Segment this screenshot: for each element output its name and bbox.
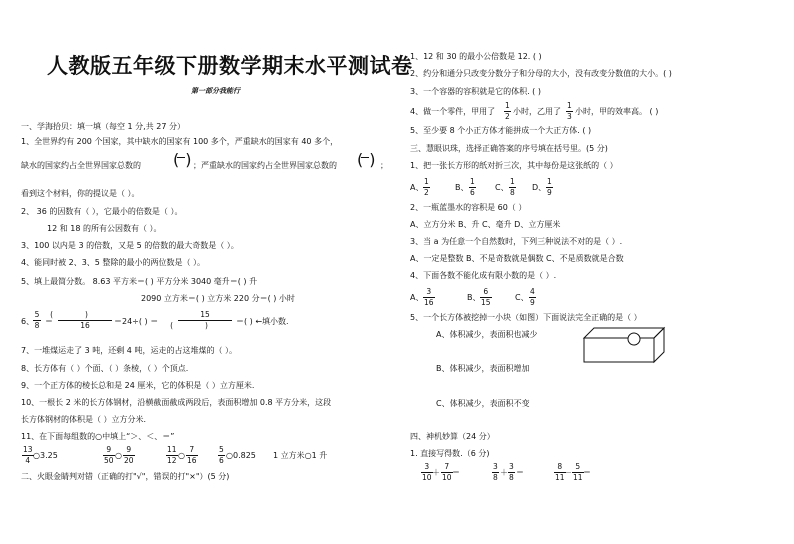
- choice-3-options: A、一定是整数 B、不是奇数就是偶数 C、不是质数就是合数: [410, 254, 624, 263]
- tf-1: 1、12 和 30 的最小公倍数是 12. ( ): [410, 52, 542, 61]
- question-10-line-b: 长方体钢材的体积是（ ）立方分米.: [21, 415, 147, 424]
- page-subtitle: 第一部分我能行: [191, 87, 240, 95]
- choice-4-opt-a: A、: [410, 293, 424, 302]
- calc-eq-3: ＝: [583, 468, 591, 477]
- choice-4-frac-c: 4 9: [530, 287, 535, 307]
- choice-2: 2、一瓶蓝墨水的容积是 60（ ）: [410, 203, 527, 212]
- calc-1-heading: 1. 直接写得数.（6 分): [410, 449, 490, 458]
- page-title: 人教版五年级下册数学期末水平测试卷: [47, 53, 413, 78]
- q11-fraction-3: 9 20: [124, 445, 134, 465]
- question-5-line-b: 2090 立方米＝( ) 立方米 220 分＝( ) 小时: [141, 294, 295, 303]
- calc-frac-6: 5 11: [573, 462, 583, 482]
- choice-1-frac-a: 1 2: [424, 177, 429, 197]
- calc-frac-3: 3 8: [493, 462, 498, 482]
- choice-1-opt-c: C、: [495, 183, 509, 192]
- question-6-label: 6、: [21, 317, 35, 326]
- choice-4-opt-b: B、: [467, 293, 481, 302]
- question-4: 4、能同时被 2、3、5 整除的最小的两位数是（ ）。: [21, 258, 205, 267]
- q11-item-2: ○: [115, 451, 122, 460]
- q6-fraction-2-den: 16: [80, 320, 90, 330]
- choice-1-frac-c: 1 8: [510, 177, 515, 197]
- q11-item-4: ○0.825: [226, 451, 256, 460]
- calc-op-1: ＋: [432, 468, 440, 477]
- choice-2-options: A、立方分米 B、升 C、毫升 D、立方厘米: [410, 220, 561, 229]
- section-2-heading: 二、火眼金睛判对错（正确的打"√"，错误的打"×"）(5 分): [21, 472, 230, 481]
- calc-frac-1: 3 10: [422, 462, 432, 482]
- question-7: 7、一堆煤运走了 3 吨，还剩 4 吨，运走的占这堆煤的（ ）。: [21, 346, 237, 355]
- q6-fraction-3: 15 (): [170, 310, 240, 330]
- calc-eq-2: ＝: [516, 468, 524, 477]
- choice-5-opt-c: C、体积减少，表面积不变: [436, 399, 530, 408]
- choice-4: 4、下面各数不能化成有限小数的是（ ）.: [410, 271, 557, 280]
- question-5-line-a: 5、填上最简分数。 8.63 平方米＝( ) 平方分米 3040 毫升＝( ) 升: [21, 277, 258, 286]
- choice-1-opt-a: A、: [410, 183, 424, 192]
- q11-fraction-6: 5 6: [219, 445, 224, 465]
- tf-3: 3、一个容器的容积就是它的体积. ( ): [410, 87, 541, 96]
- question-2-line-b: 12 和 18 的所有公因数有（ ）。: [47, 224, 162, 233]
- question-8: 8、长方体有（ ）个面、（ ）条棱，（ ）个顶点.: [21, 364, 189, 373]
- choice-3: 3、当 a 为任意一个自然数时，下列三种说法不对的是（ ）.: [410, 237, 623, 246]
- question-11: 11、在下面每组数的○中填上“＞、＜、＝”: [21, 432, 175, 441]
- answer-blank-fraction-1: ( ): [173, 150, 190, 169]
- tf-4-fraction-2: 1 3: [567, 101, 572, 121]
- question-1-line-b: 缺水的国家约占全世界国家总数的: [21, 161, 141, 170]
- section-4-heading: 四、神机妙算（24 分）: [410, 432, 495, 441]
- calc-frac-4: 3 8: [509, 462, 514, 482]
- tf-4-c: 小时，甲的效率高。 ( ): [575, 107, 659, 116]
- choice-5: 5、一个长方体被挖掉一小块（如图）下面说法完全正确的是（ ）: [410, 313, 642, 322]
- choice-1-frac-b: 1 6: [470, 177, 475, 197]
- q11-item-5: 1 立方米○1 升: [273, 451, 328, 460]
- question-1-line-a: 1、全世界约有 200 个国家，其中缺水的国家有 100 多个，严重缺水的国家有 40 多个，: [21, 137, 339, 146]
- question-1-line-e: 看到这个材料，你的提议是（ ）。: [21, 189, 140, 198]
- calc-frac-5: 8 11: [555, 462, 565, 482]
- q6-fraction-1-den: 8: [34, 320, 40, 330]
- q6-fraction-1-num: 5: [34, 310, 40, 319]
- choice-4-opt-c: C、: [515, 293, 529, 302]
- question-2-line-a: 2、 36 的因数有（ ），它最小的倍数是（ ）。: [21, 207, 183, 216]
- choice-4-frac-a: 3 16: [424, 287, 434, 307]
- q6-tail: ＝( ) ←填小数.: [236, 317, 289, 326]
- choice-5-opt-a: A、体积减少，表面积也减少: [436, 330, 538, 339]
- answer-blank-fraction-2: ( ): [357, 150, 374, 169]
- q6-middle: ＝24÷( ) ＝: [114, 317, 159, 326]
- q11-fraction-4: 11 12: [167, 445, 177, 465]
- choice-1-opt-d: D、: [532, 183, 547, 192]
- choice-1-frac-d: 1 9: [547, 177, 552, 197]
- tf-4-a: 4、做一个零件，甲用了: [410, 107, 496, 116]
- question-1-line-d: ；: [380, 161, 388, 170]
- q11-fraction-1: 13 4: [23, 445, 33, 465]
- calc-eq-1: ＝: [452, 468, 460, 477]
- choice-5-opt-b: B、体积减少，表面积增加: [436, 364, 530, 373]
- calc-op-3: －: [564, 468, 572, 477]
- calc-frac-2: 7 10: [442, 462, 452, 482]
- q6-fraction-3-num: 15: [200, 310, 210, 319]
- tf-5: 5、至少要 8 个小正方体才能拼成一个大正方体. ( ): [410, 126, 592, 135]
- q11-fraction-5: 7 16: [187, 445, 197, 465]
- calc-op-2: ＋: [500, 468, 508, 477]
- question-3: 3、100 以内是 3 的倍数，又是 5 的倍数的最大奇数是（ ）。: [21, 241, 239, 250]
- q11-item-3: ○: [178, 451, 185, 460]
- tf-4-fraction-1: 1 2: [505, 101, 510, 121]
- choice-4-frac-b: 6 15: [481, 287, 491, 307]
- question-10-line-a: 10、一根长 2 米的长方体钢材，沿横截面截成两段后，表面积增加 0.8 平方分米，这段: [21, 398, 332, 407]
- section-1-heading: 一、学海拾贝：填一填（每空 1 分,共 27 分）: [21, 122, 185, 131]
- question-1-line-c: ；严重缺水的国家约占全世界国家总数的: [193, 161, 337, 170]
- choice-1: 1、把一张长方形的纸对折三次，其中每份是这张纸的（ ）: [410, 161, 618, 170]
- choice-1-opt-b: B、: [455, 183, 469, 192]
- q6-equals-1: ＝: [45, 317, 53, 326]
- cuboid-with-hole-figure: [582, 326, 668, 364]
- q6-fraction-2: () 16: [50, 310, 120, 330]
- question-9: 9、一个正方体的棱长总和是 24 厘米，它的体积是（ ）立方厘米.: [21, 381, 255, 390]
- tf-4-b: 小时，乙用了: [513, 107, 561, 116]
- q11-item-1: ○3.25: [33, 451, 58, 460]
- section-3-heading: 三、慧眼识珠，选择正确答案的序号填在括号里。(5 分): [410, 144, 608, 153]
- q6-fraction-1: [33, 311, 41, 329]
- q11-fraction-2: 9 50: [104, 445, 114, 465]
- tf-2: 2、约分和通分只改变分数分子和分母的大小，没有改变分数值的大小。( ): [410, 69, 672, 78]
